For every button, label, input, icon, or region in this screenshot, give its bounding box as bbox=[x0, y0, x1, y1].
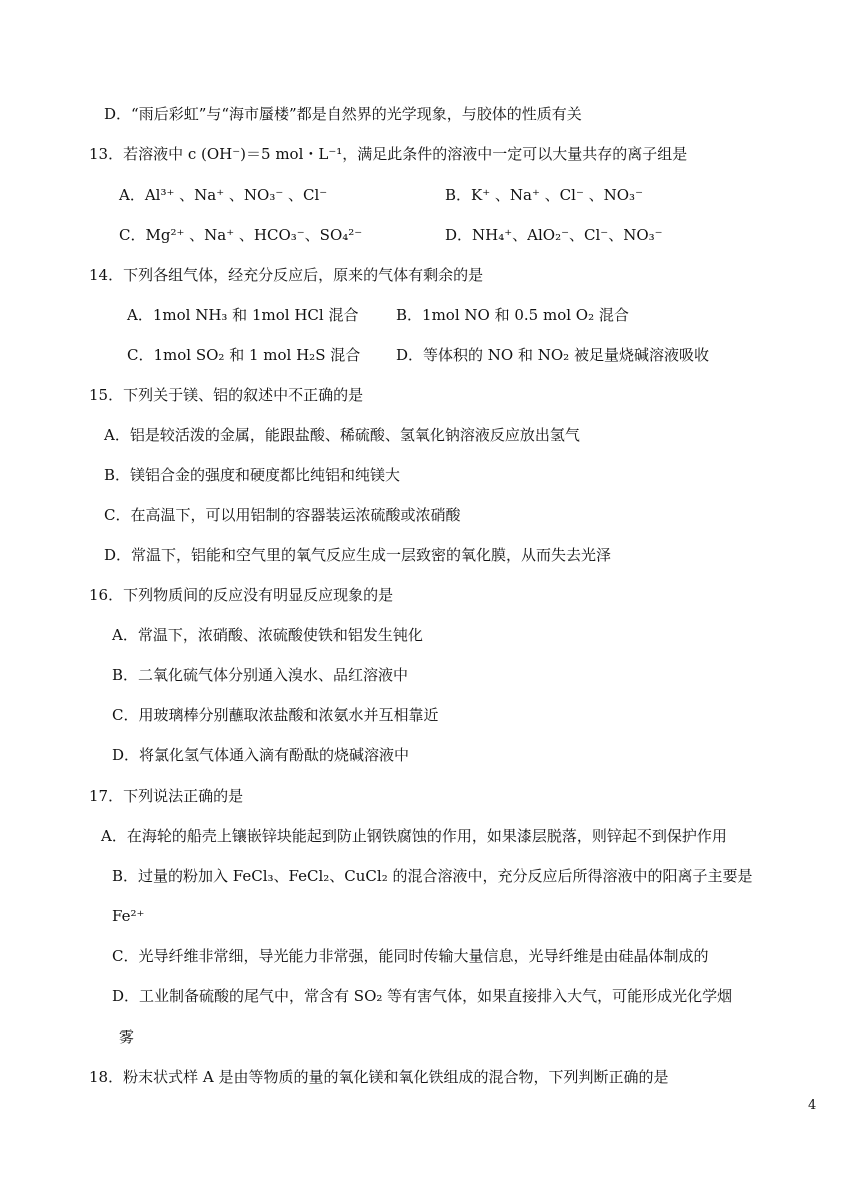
q17-option-c: C．光导纤维非常细，导光能力非常强，能同时传输大量信息，光导纤维是由硅晶体制成的 bbox=[112, 947, 709, 965]
q12-option-d: D．“雨后彩虹”与“海市蜃楼”都是自然界的光学现象，与胶体的性质有关 bbox=[104, 105, 582, 123]
q17-option-b-continued: Fe²⁺ bbox=[112, 907, 145, 925]
q14-option-b: B．1mol NO 和 0.5 mol O₂ 混合 bbox=[396, 306, 629, 324]
q18-stem: 18．粉末状式样 A 是由等物质的量的氧化镁和氧化铁组成的混合物，下列判断正确的是 bbox=[89, 1068, 669, 1086]
q13-option-b: B．K⁺ 、Na⁺ 、Cl⁻ 、NO₃⁻ bbox=[445, 186, 643, 204]
q13-option-c: C．Mg²⁺ 、Na⁺ 、HCO₃⁻、SO₄²⁻ bbox=[119, 226, 363, 244]
q15-stem: 15．下列关于镁、铝的叙述中不正确的是 bbox=[89, 386, 364, 404]
q13-stem: 13．若溶液中 c (OH⁻)＝5 mol・L⁻¹，满足此条件的溶液中一定可以大量共存的离子组是 bbox=[89, 145, 688, 163]
q17-option-d-continued: 雾 bbox=[119, 1028, 135, 1046]
q15-option-d: D．常温下，铝能和空气里的氧气反应生成一层致密的氧化膜，从而失去光泽 bbox=[104, 546, 612, 564]
q13-option-d: D．NH₄⁺、AlO₂⁻、Cl⁻、NO₃⁻ bbox=[445, 226, 663, 244]
q17-option-d: D．工业制备硫酸的尾气中，常含有 SO₂ 等有害气体，如果直接排入大气，可能形成光化学烟 bbox=[112, 987, 733, 1005]
q17-option-b: B．过量的粉加入 FeCl₃、FeCl₂、CuCl₂ 的混合溶液中，充分反应后所得溶液中的阳离子主要是 bbox=[112, 867, 753, 885]
q17-stem: 17．下列说法正确的是 bbox=[89, 787, 244, 805]
q14-stem: 14．下列各组气体，经充分反应后，原来的气体有剩余的是 bbox=[89, 266, 484, 284]
q14-option-a: A．1mol NH₃ 和 1mol HCl 混合 bbox=[127, 306, 359, 324]
q13-option-a: A．Al³⁺ 、Na⁺ 、NO₃⁻ 、Cl⁻ bbox=[119, 186, 328, 204]
q16-option-a: A．常温下，浓硝酸、浓硫酸使铁和铝发生钝化 bbox=[112, 626, 423, 644]
q16-option-d: D．将氯化氢气体通入滴有酚酞的烧碱溶液中 bbox=[112, 746, 410, 764]
q16-option-b: B．二氧化硫气体分别通入溴水、品红溶液中 bbox=[112, 666, 409, 684]
q14-option-c: C．1mol SO₂ 和 1 mol H₂S 混合 bbox=[127, 346, 361, 364]
q16-stem: 16．下列物质间的反应没有明显反应现象的是 bbox=[89, 586, 394, 604]
q14-option-d: D．等体积的 NO 和 NO₂ 被足量烧碱溶液吸收 bbox=[396, 346, 709, 364]
q17-option-a: A．在海轮的船壳上镶嵌锌块能起到防止钢铁腐蚀的作用，如果漆层脱落，则锌起不到保护作用 bbox=[101, 827, 727, 845]
q16-option-c: C．用玻璃棒分别蘸取浓盐酸和浓氨水并互相靠近 bbox=[112, 706, 439, 724]
page-number: 4 bbox=[808, 1098, 817, 1113]
q15-option-b: B．镁铝合金的强度和硬度都比纯铝和纯镁大 bbox=[104, 466, 401, 484]
q15-option-c: C．在高温下，可以用铝制的容器装运浓硫酸或浓硝酸 bbox=[104, 506, 461, 524]
q15-option-a: A．铝是较活泼的金属，能跟盐酸、稀硫酸、氢氧化钠溶液反应放出氢气 bbox=[104, 426, 580, 444]
